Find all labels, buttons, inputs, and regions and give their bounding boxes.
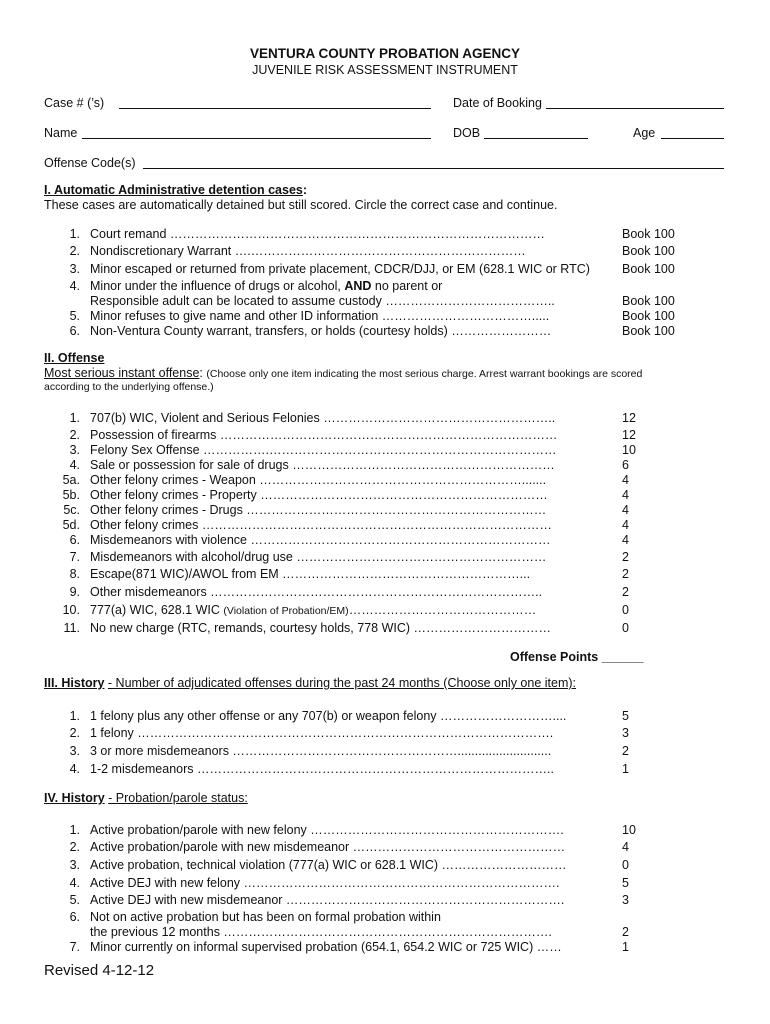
list-item-number: 1. bbox=[69, 227, 80, 241]
agency-title: VENTURA COUNTY PROBATION AGENCY bbox=[249, 46, 520, 61]
list-item-label: Nondiscretionary Warrant ….………………………………………………………… bbox=[90, 244, 526, 258]
dob-label: DOB bbox=[453, 126, 481, 140]
section-4-heading bbox=[44, 791, 248, 805]
list-item-number: 5d. bbox=[62, 518, 80, 532]
section-1-heading-colon: : bbox=[302, 183, 308, 197]
list-item-number: 5. bbox=[69, 893, 80, 907]
list-item-score: 2 bbox=[622, 550, 629, 564]
list-item-label: No new charge (RTC, remands, courtesy holds, 778 WIC) …………………………… bbox=[90, 621, 552, 635]
list-item-score: 2 bbox=[622, 585, 629, 599]
list-item-score: 10 bbox=[622, 443, 636, 457]
list-item-number: 10. bbox=[62, 603, 80, 617]
list-item-score: 1 bbox=[622, 940, 629, 954]
name-field[interactable] bbox=[82, 138, 431, 139]
list-item-number: 5. bbox=[69, 309, 80, 323]
list-item-score: 2 bbox=[622, 567, 629, 581]
list-item-number: 1. bbox=[69, 411, 80, 425]
section-2-subheading bbox=[44, 366, 642, 380]
list-item-label: Minor refuses to give name and other ID information ………………………………..... bbox=[90, 309, 550, 323]
list-item-score: 4 bbox=[622, 518, 629, 532]
list-item-label: Other misdemeanors …………………………………………………………………….. bbox=[90, 585, 543, 599]
section-3-description: - Number of adjudicated offenses during the past 24 months (Choose only one item): bbox=[107, 676, 577, 690]
list-item-number: 4. bbox=[69, 279, 80, 293]
list-item-label bbox=[90, 279, 442, 293]
list-item-score: Book 100 bbox=[622, 262, 675, 276]
list-item-label-part: Minor under the influence of drugs or alcohol, bbox=[90, 279, 341, 293]
list-item-number: 4. bbox=[69, 458, 80, 472]
list-item-number: 1. bbox=[69, 709, 80, 723]
list-item-number: 2. bbox=[69, 726, 80, 740]
list-item-number: 5c. bbox=[63, 503, 80, 517]
list-item-label: 3 or more misdemeanors ………………………………………………........................... bbox=[90, 744, 552, 758]
list-item-number: 5b. bbox=[62, 488, 80, 502]
section-3-heading-text: III. History bbox=[44, 676, 105, 690]
list-item-label: Court remand ……………………………………………………………………………… bbox=[90, 227, 545, 241]
list-item-label: Other felony crimes - Weapon ………………………………………………………....... bbox=[90, 473, 547, 487]
list-item-score: 4 bbox=[622, 840, 629, 854]
age-label: Age bbox=[633, 126, 656, 140]
list-item-label: Active probation/parole with new felony ……………………………………………………. bbox=[90, 823, 564, 837]
list-item-label-part: no parent or bbox=[374, 279, 443, 293]
list-item-label: Sale or possession for sale of drugs ……………………………………………………… bbox=[90, 458, 555, 472]
list-item-number: 3. bbox=[69, 262, 80, 276]
list-item-score: 12 bbox=[622, 428, 636, 442]
list-item-number: 2. bbox=[69, 840, 80, 854]
list-item-score: 4 bbox=[622, 473, 629, 487]
list-item-score: 0 bbox=[622, 621, 629, 635]
list-item-label: Active DEJ with new misdemeanor …………………………………………………………. bbox=[90, 893, 565, 907]
most-serious-offense-note-continued: according to the underlying offense.) bbox=[44, 381, 214, 393]
list-item-score: 4 bbox=[622, 488, 629, 502]
list-item-number: 7. bbox=[69, 550, 80, 564]
dob-field[interactable] bbox=[484, 138, 588, 139]
most-serious-offense-note: (Choose only one item indicating the most serious charge. Arrest warrant bookings are scored bbox=[206, 368, 643, 380]
list-item-number: 2. bbox=[69, 428, 80, 442]
age-field[interactable] bbox=[661, 138, 724, 139]
list-item-score: Book 100 bbox=[622, 309, 675, 323]
list-item-score: 4 bbox=[622, 503, 629, 517]
list-item-number: 3. bbox=[69, 858, 80, 872]
list-item-number: 9. bbox=[69, 585, 80, 599]
list-item-label-bold: AND bbox=[344, 279, 372, 293]
list-item-score: 10 bbox=[622, 823, 636, 837]
list-item-label: Misdemeanors with violence ……………………………………………………………… bbox=[90, 533, 551, 547]
list-item-score: 3 bbox=[622, 726, 629, 740]
list-item-number: 11. bbox=[63, 621, 80, 635]
list-item-score: 4 bbox=[622, 533, 629, 547]
list-item-number: 2. bbox=[69, 244, 80, 258]
most-serious-offense-colon: : bbox=[199, 366, 203, 380]
list-item-label-dots: ……………………………………… bbox=[348, 603, 537, 617]
list-item-label-note: (Violation of Probation/EM) bbox=[223, 605, 349, 617]
offense-codes-field[interactable] bbox=[143, 168, 724, 169]
list-item-score: 5 bbox=[622, 876, 629, 890]
list-item-score: Book 100 bbox=[622, 244, 675, 258]
offense-points bbox=[510, 650, 643, 664]
list-item-label-continued: the previous 12 months ……………………………………………………………………. bbox=[90, 925, 552, 939]
list-item-label: Active probation/parole with new misdemeanor …………………………………………… bbox=[90, 840, 566, 854]
section-1-intro: These cases are automatically detained but still scored. Circle the correct case and continue. bbox=[44, 198, 558, 212]
section-2-heading: II. Offense bbox=[44, 351, 105, 365]
section-3-heading bbox=[44, 676, 576, 690]
list-item-number: 6. bbox=[69, 910, 80, 924]
list-item-label: Non-Ventura County warrant, transfers, or holds (courtesy holds) …………………… bbox=[90, 324, 552, 338]
section-1-heading-text: I. Automatic Administrative detention cases bbox=[44, 183, 303, 197]
list-item-label: Other felony crimes - Property …………………………………………………………… bbox=[90, 488, 548, 502]
list-item-label: Minor escaped or returned from private placement, CDCR/DJJ, or EM (628.1 WIC or RTC) bbox=[90, 262, 590, 276]
list-item-score: Book 100 bbox=[622, 294, 675, 308]
booking-date-label: Date of Booking bbox=[453, 96, 542, 110]
list-item-number: 3. bbox=[69, 443, 80, 457]
booking-date-field[interactable] bbox=[546, 108, 724, 109]
list-item-number: 5a. bbox=[62, 473, 80, 487]
list-item-score: 3 bbox=[622, 893, 629, 907]
list-item-label: Not on active probation but has been on formal probation within bbox=[90, 910, 441, 924]
name-label: Name bbox=[44, 126, 78, 140]
list-item-label-part: 777(a) WIC, 628.1 WIC bbox=[90, 603, 220, 617]
case-number-label: Case # (’s) bbox=[44, 96, 105, 110]
case-number-field[interactable] bbox=[119, 108, 431, 109]
list-item-score: 12 bbox=[622, 411, 636, 425]
list-item-score: 2 bbox=[622, 744, 629, 758]
list-item-score: 6 bbox=[622, 458, 629, 472]
list-item-label: Escape(871 WIC)/AWOL from EM …………………………………………………... bbox=[90, 567, 531, 581]
list-item-label: Active probation, technical violation (777(a) WIC or 628.1 WIC) ………………………… bbox=[90, 858, 567, 872]
list-item-label: Misdemeanors with alcohol/drug use …………………………………………………… bbox=[90, 550, 547, 564]
instrument-title: JUVENILE RISK ASSESSMENT INSTRUMENT bbox=[252, 63, 518, 77]
offense-codes-label: Offense Code(s) bbox=[44, 156, 136, 170]
list-item-label-continued: Responsible adult can be located to assume custody ………………………………….. bbox=[90, 294, 555, 308]
list-item-label: 1 felony plus any other offense or any 707(b) or weapon felony ……………………….... bbox=[90, 709, 567, 723]
list-item-number: 1. bbox=[69, 823, 80, 837]
list-item-number: 3. bbox=[69, 744, 80, 758]
list-item-score: Book 100 bbox=[622, 227, 675, 241]
list-item-number: 6. bbox=[69, 533, 80, 547]
list-item-score: 0 bbox=[622, 603, 629, 617]
list-item-label: Minor currently on informal supervised probation (654.1, 654.2 WIC or 725 WIC) …… bbox=[90, 940, 562, 954]
list-item-number: 4. bbox=[69, 876, 80, 890]
list-item-label: Other felony crimes ………………………………………………………………………… bbox=[90, 518, 552, 532]
list-item-number: 6. bbox=[69, 324, 80, 338]
list-item-score: 2 bbox=[622, 925, 629, 939]
list-item-label: Active DEJ with new felony …………………………………………………………………. bbox=[90, 876, 560, 890]
list-item-number: 4. bbox=[69, 762, 80, 776]
list-item-label: 1 felony ………………………………………………………………………………………. bbox=[90, 726, 554, 740]
offense-points-blank[interactable]: ______ bbox=[601, 650, 644, 664]
offense-points-label: Offense Points bbox=[510, 650, 599, 664]
list-item-number: 8. bbox=[69, 567, 80, 581]
list-item-score: 5 bbox=[622, 709, 629, 723]
list-item-number: 7. bbox=[69, 940, 80, 954]
section-4-heading-text: IV. History bbox=[44, 791, 105, 805]
list-item-label: Other felony crimes - Drugs ……………………………………………………………… bbox=[90, 503, 547, 517]
list-item-label bbox=[90, 603, 536, 617]
revision-date: Revised 4-12-12 bbox=[44, 962, 155, 979]
list-item-label: Possession of firearms ……………………………………………………………………… bbox=[90, 428, 558, 442]
list-item-score: Book 100 bbox=[622, 324, 675, 338]
list-item-score: 0 bbox=[622, 858, 629, 872]
section-4-description: - Probation/parole status: bbox=[108, 791, 248, 805]
list-item-label: 707(b) WIC, Violent and Serious Felonies ……………………………………………….. bbox=[90, 411, 556, 425]
list-item-score: 1 bbox=[622, 762, 629, 776]
list-item-label: Felony Sex Offense …………….…………………………………………………………… bbox=[90, 443, 557, 457]
section-1-heading bbox=[44, 183, 307, 197]
most-serious-offense-label: Most serious instant offense bbox=[44, 366, 200, 380]
list-item-label: 1-2 misdemeanors ………………………………………………………………………….. bbox=[90, 762, 554, 776]
